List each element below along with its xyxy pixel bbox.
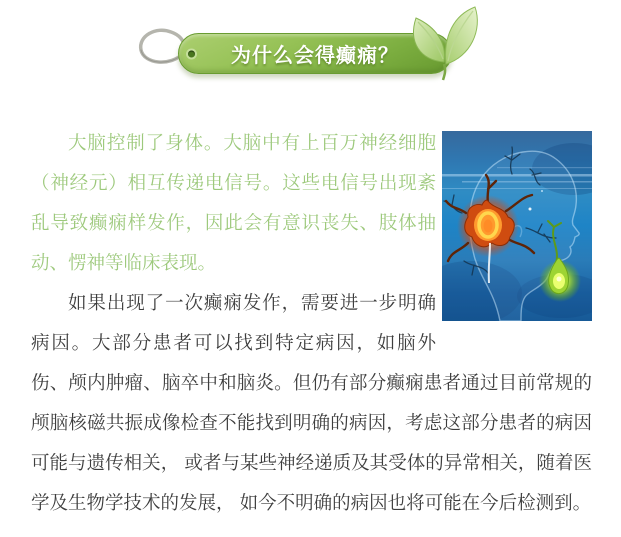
brain-illustration — [442, 131, 592, 321]
page-title: 为什么会得癫痫？ — [231, 45, 399, 67]
paragraph-brain-intro: 大脑控制了身体。大脑中有上百万神经细胞（神经元）相互传递电信号。这些电信号出现紊乱导致癫痫样发作，因此会有意识丧失、肢体抽动、愣神等临床表现。 — [31, 132, 436, 273]
paragraph-epilepsy-causes: 如果出现了一次癫痫发作，需要进一步明确病因。大部分患者可以找到特定病因，如脑外伤、颅内肿瘤、脑卒中和脑炎。但仍有部分癫痫患者通过目前常规的颅脑核磁共振成像检查不能找到明确的病因，考虑这部分患者的病因可能与遗传相关， 或者与某些神经递质及其受体的异常相关，随着医学及生物学技术的发展， 如今不明确的病因也将可能在今后检测到。 — [31, 292, 592, 513]
